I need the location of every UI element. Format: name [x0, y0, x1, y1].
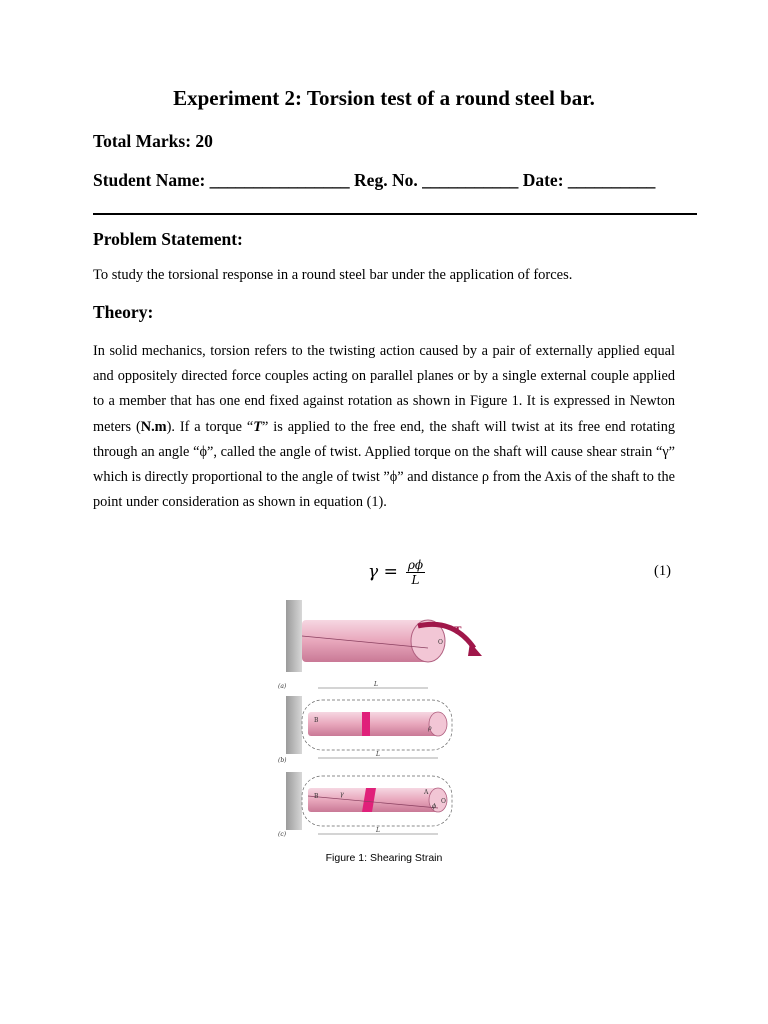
equation-numerator: ρϕ [407, 557, 424, 572]
gamma-c: γ [340, 791, 344, 798]
point-b-b: B [314, 717, 319, 724]
total-marks: Total Marks: 20 [93, 131, 213, 151]
student-info-line: Student Name: ________________ Reg. No. ___________ Date: __________ [93, 170, 656, 190]
point-o-c: O [441, 798, 446, 805]
torque-label: T [454, 626, 462, 637]
document-title: Experiment 2: Torsion test of a round steel bar. [173, 86, 595, 110]
panel-c-label: (c) [278, 831, 287, 838]
point-o-a: O [438, 639, 443, 646]
panel-a [278, 600, 482, 690]
shaft-b-end [429, 712, 447, 736]
length-label-b: L [376, 751, 380, 758]
equation-number: (1) [654, 563, 671, 579]
theory-heading: Theory: [93, 302, 154, 322]
point-b-c: B [314, 793, 319, 800]
theory-paragraph: In solid mechanics, torsion refers to the twisting action caused by a pair of externally applied equal and oppositely directed force couples acting on parallel planes or by a single external couple applied to a member that has one end fixed against rotation as shown in Figure 1. It is expressed in Newton meters (N.m). If a torque “T” is applied to the free end, the shaft will twist at its free end rotating through an angle “ϕ”, called the angle of twist. Applied torque on the shaft will cause shear strain “γ” which is directly proportional to the angle of twist ”ϕ” and distance ρ from the Axis of the shaft to the point under consideration as shown in equation (1). [93, 343, 675, 511]
length-label-c: L [376, 827, 380, 834]
problem-statement-heading: Problem Statement: [93, 229, 243, 249]
panel-b-label: (b) [278, 757, 287, 764]
panel-c [278, 772, 452, 838]
problem-statement-text: To study the torsional response in a round steel bar under the application of forces. [93, 267, 573, 283]
length-label-a: L [374, 681, 378, 688]
figure-caption: Figure 1: Shearing Strain [325, 852, 443, 864]
equation-denominator: L [411, 572, 420, 587]
shaft-b [308, 712, 438, 736]
torque-arrowhead [468, 642, 482, 656]
divider [93, 213, 697, 215]
element-b [362, 712, 370, 736]
equation-lhs: γ = [368, 562, 398, 582]
fixed-wall-c [286, 772, 302, 830]
fixed-wall-a [286, 600, 302, 672]
equation-1 [368, 557, 425, 587]
rho-b: ρ [428, 725, 432, 732]
panel-a-label: (a) [278, 683, 287, 690]
fixed-wall-b [286, 696, 302, 754]
shaft-a [302, 620, 428, 662]
phi-c: ϕ [432, 803, 437, 810]
shearing-strain-figure [278, 596, 490, 846]
equation-fraction [406, 558, 425, 587]
point-a-c: A [424, 789, 429, 796]
panel-b [278, 696, 452, 764]
